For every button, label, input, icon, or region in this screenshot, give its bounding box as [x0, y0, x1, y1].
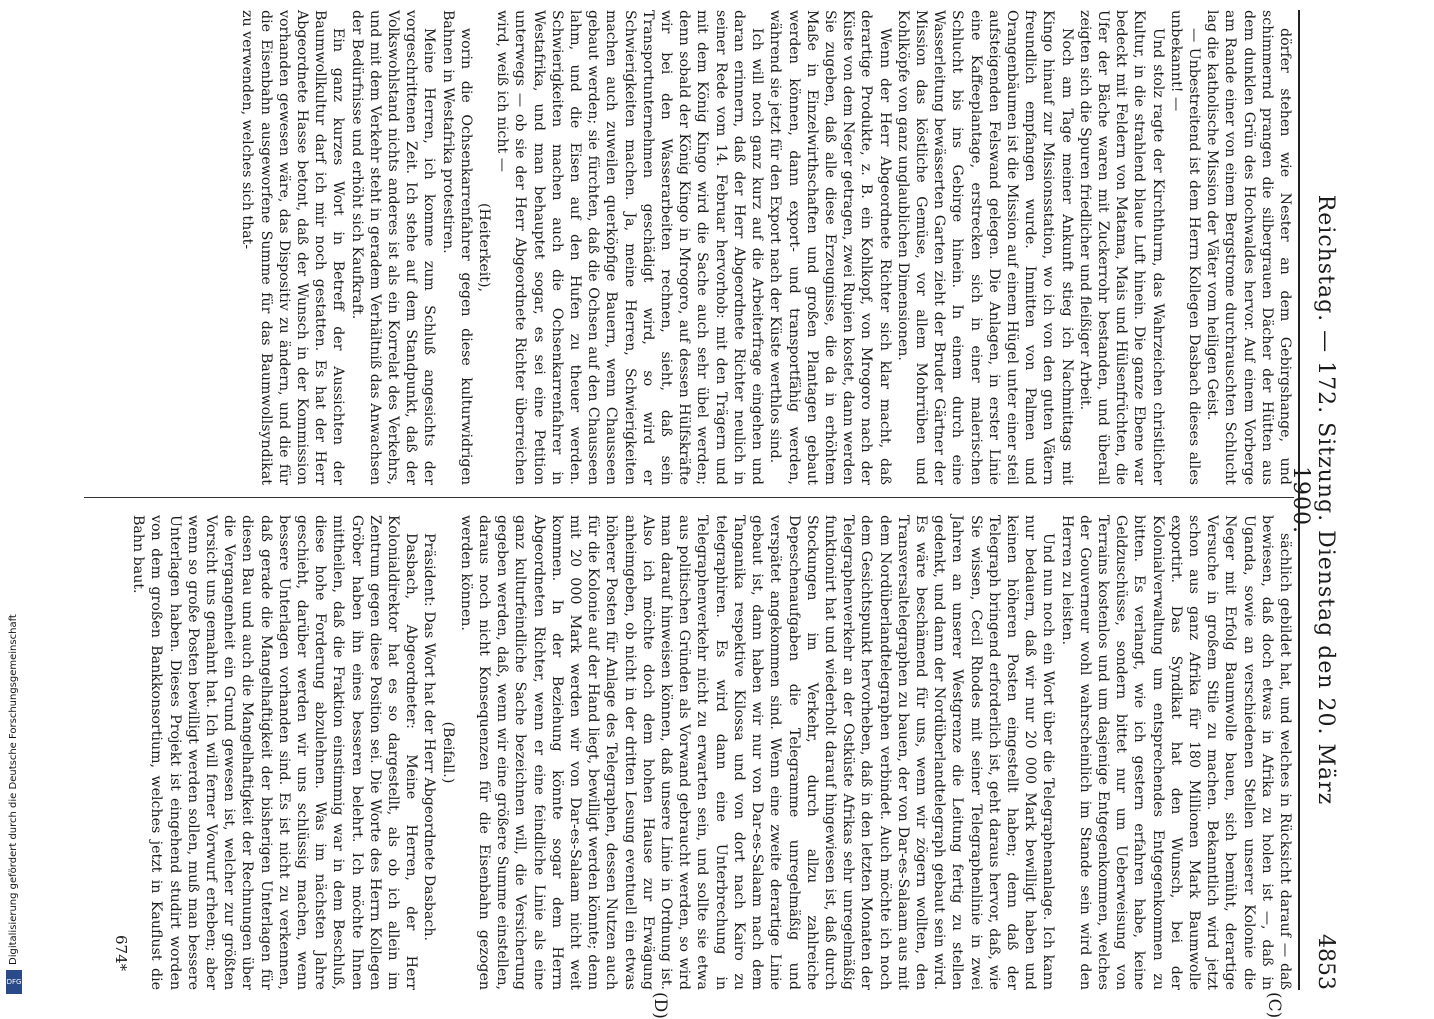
right-column — [129, 515, 1294, 990]
column-rule — [84, 497, 1294, 498]
paragraph: Noch am Tage meiner Ankunft stieg ich Nachmittags mit Kingo hinauf zur Missionsstation, wo ich von den guten Vätern freundlich empfangen wurde. Inmitten von Palmen und Orangenbäumen ist die Mission auf einem Hügel unter einer steil aufsteigenden Felswand gelegen. Die Anlagen, in erster Linie eine Kaffeeplantage, erstrecken sich in einer malerischen Schlucht bis ins Gebirge hinein. In einem durch eine Wasserleitung bewässerten Garten zieht der Bruder Gärtner der Mission das köstliche Gemüse, vor allem Mohrrüben und Kohlköpfe von ganz unglaublichen Dimensionen. — [894, 10, 1075, 485]
interjection: (Heiterkeit), — [476, 203, 493, 292]
margin-mark-d: (D) — [650, 992, 670, 1019]
paragraph: sächlich gebildet hat, und welches in Rücksicht darauf — daß bewiesen, daß doch etwas in Afrika zu holen ist —, daß in Uganda, sowie an verschiedenen Stellen unserer Kolonie die Neger mit Erfolg Baumwolle bauen, sich bemüht, derartige Versuche in großem Stile zu machen. Bekanntlich wird jetzt schon aus ganz Afrika für 180 Millionen Mark Baumwolle exportirt. Das Syndikat hat den Wunsch, bei der Kolonialverwaltung um entsprechendes Entgegenkommen zu bitten. Es verlangt, wie ich gestern erfahren habe, keine Geldzuschüsse, sondern bittet nur um Ueberweisung von Terrains kostenlos und um dasjenige Entgegenkommen, welches der Gouverneur wohl wahrscheinlich im Stande sein wird den Herren zu leisten. — [1058, 515, 1293, 990]
paragraph: — Unbestreitend ist dem Herrn Kollegen Dasbach dieses alles unbekannt! — — [1167, 10, 1202, 485]
digitization-credit: Digitalisierung gefördert durch die Deutsche Forschungsgemeinschaft — [8, 614, 19, 965]
side-credit — [0, 0, 26, 1000]
page-title: Reichstag. — 172. Sitzung. Dienstag den 20. März 1900. — [1288, 194, 1338, 806]
page-header — [1288, 10, 1342, 990]
interjection: (Beifall.) — [439, 721, 456, 784]
paragraph: dörfer stehen wie Nester an dem Gebirgshange, und schimmernd prangen die silbergrauen Dächer der Hütten aus dem dunklen Grün des Hochwaldes hervor. Auf einem Vorberge am Rande einer von einem Bergstrome durchrauschten Schlucht lag die katholische Mission der Väter vom heiligen Geist. — [1204, 10, 1293, 485]
left-column — [238, 10, 1294, 485]
dfg-logo: DFG — [6, 970, 22, 994]
paragraph: Und nun noch ein Wort über die Telegraphenanlage. Ich kann nur bedauern, daß wir nur 20 000 Mark bewilligt haben und keinen höheren Posten eingestellt haben; denn daß der Telegraph bringend erforderlich ist, geht daraus hervor, daß, wie Sie wissen, Cecil Rhodes mit seiner Telegraphenlinie in zwei Jahren an unserer Westgrenze die Leitung fertig zu stellen gedenkt, und dann der Nordüberlandtelegraph gebaut sein wird. Es wäre beschämend für uns, wenn wir zögern wollten, den Transversaltelegraphen zu bauen, der von Dar-es-Salaam aus mit dem Nordüberlandtelegraphen verbindet. Auch möchte ich noch dem Gesichtspunkt hervorheben, daß in den letzten Monaten der Telegraphenverkehr an der Ostküste Afrikas sehr unregelmäßig funktionirt hat und wiederholt darauf hingewiesen ist, daß durch Stockungen im Verkehr, durch allzu zahlreiche Depeschenaufgaben die Telegramme unregelmäßig und verspätet angekommen sind. Wenn eine zweite derartige Linie gebaut ist, dann haben wir nur von Dar-es-Salaam nach dem Tanganika respektive Kilossa und von dort nach Kairo zu telegraphiren. Es wird dann eine Unterbrechung in Telegraphenverkehr nicht zu erwarten sein, und sollte sie etwa aus politischen Gründen als Vorwand gebraucht werden, so wird man darauf hinweisen können, daß unsere Linie in Ordnung ist. Also ich möchte doch dem hohen Hause zur Erwägung anheimgeben, ob nicht in der dritten Lesung eventuell ein etwas höherer Posten für Anlage des Telegraphen, dessen Nutzen auch für die Kolonie auf der Hand liegt, bewilligt werden könnte; denn mit 20 000 Mark werden wir von Dar-es-Salaam nicht weit kommen. In der Beziehung könnte sogar dem Herrn Abgeordneten Richter, wenn er eine feindliche Linie als eine ganz kulturfeindliche Sache bezeichnen will, die Versicherung gegeben werden, daß, wenn wir eine größere Summe einstellen, daraus noch nicht Konsequenzen für die Eisenbahn gezogen werden können. — [457, 515, 1057, 990]
rotated-page — [60, 0, 1360, 1019]
paragraph: Ein ganz kurzes Wort in Betreff der Aussichten der Baumwollkultur darf ich mir noch gestatten. Es hat der Herr Abgeordnete Hasse betont, daß der Wunsch in der Kommission vorhanden gewesen wäre, das Dispositiv zu ändern, und die für die Eisenbahn ausgeworfene Summe für das Baumwollsyndikat zu verwenden, welches sich that- — [239, 10, 347, 485]
paragraph: Wenn der Herr Abgeordnete Richter sich klar macht, daß derartige Produkte, z. B. ein Kohlkopf, von Mrogoro nach der Küste von dem Neger getragen, zwei Rupien kostet, dann werden Sie zugeben, daß alle diese Erzeugnisse, die da in erhöhtem Maße in Einzelwirthschaften und großen Plantagen gebaut werden können, dann export- und transportfähig werden, während sie jetzt für den Export nach der Küste werthlos sind. — [767, 10, 893, 485]
margin-mark-c: (C) — [1264, 992, 1284, 1019]
paragraph: Meine Herren, ich komme zum Schluß angesichts der vorgeschrittenen Zeit. Ich stehe auf dem Standpunkt, daß der Volkswohlstand nichts anderes ist als ein Korrelat des Verkehrs, und mit dem Verkehr steht in geradem Verhältniß das Anwachsen der Bedürfnisse und erhöht sich Kaufkraft. — [348, 10, 438, 485]
paragraph: Dasbach, Abgeordneter: Meine Herren, der Herr Kolonialdirektor hat es so dargestellt, als ob ich allein im Zentrum gegen diese Position sei. Die Worte des Herrn Kollegen Gröber haben ihn eines besseren belehrt. Ich möchte Ihnen mittheilen, daß die Fraktion einstimmig war in dem Beschluß, diese hohe Forderung abzulehnen. Was im nächsten Jahre geschieht, darüber werden wir uns schlüssig machen, wenn bessere Unterlagen vorhanden sind. Es ist nicht zu verkennen, daß gerade die Mangelhaftigkeit der bisherigen Unterlagen für diesen Bau und auch die Mangelhaftigkeit der Rechnungen über die Vergangenheit ein Grund gewesen ist, welcher zur größten Vorsicht uns gemahnt hat. Ich will ferner Vorwurf erheben; aber wenn so große Posten bewilligt werden sollen, muß man bessere Unterlagen haben. Dieses Projekt ist eingehend studirt worden von dem großen Bankkonsortium, welches jetzt in Kauflust die Bahn baut. — [130, 515, 420, 990]
paragraph: Ich will noch ganz kurz auf die Arbeiterfrage eingehen und daran erinnern, daß der Herr Abgeordnete Richter neulich in seiner Rede vom 14. Februar hervorhob: mit den Trägern und mit dem König Kingo wird die Sache auch sehr übel werden; denn sobald der König Kingo in Mrogoro, auf dessen Hülfskräfte wir bei den Wasserarbeiten rechnen, sieht, daß sein Transportunternehmen geschädigt wird, so wird er Schwierigkeiten machen. Ja, meine Herren, Schwierigkeiten machen auch zuweilen querköpfige Bauern, wenn Chausseen gebaut werden; sie fürchten, daß die Ochsen auf den Chausseen lahm, und die Eisen auf den Hufen zu theuer werden. Schwierigkeiten machen auch die Ochsenkarrenfahrer in Westafrika, und man behauptet sogar, es sei eine Petition unterwegs — ob sie der Herr Abgeordnete Richter überreichen wird, weiß ich nicht — — [494, 10, 766, 485]
paragraph: worin die Ochsenkarrenfahrer gegen diese kulturwidrigen Bahnen in Westafrika protestiren. — [439, 10, 474, 485]
paragraph: Präsident: Das Wort hat der Herr Abgeordnete Dasbach. — [421, 533, 438, 942]
header-rule — [1298, 10, 1300, 990]
paragraph: Und stolz ragte der Kirchthurm, das Wahrzeichen christlicher Kultur, in die strahlend blaue Luft hinein. Die ganze Ebene war bedeckt mit Feldern von Matama, Mais und Hülsenfrüchten, die Ufer der Bäche waren mit Zuckerrohr bestanden, und überall zeigten sich die Spuren friedlicher und fleißiger Arbeit. — [1076, 10, 1166, 485]
signature-mark: 674* — [112, 935, 130, 972]
page-number: 4853 — [1313, 934, 1338, 990]
